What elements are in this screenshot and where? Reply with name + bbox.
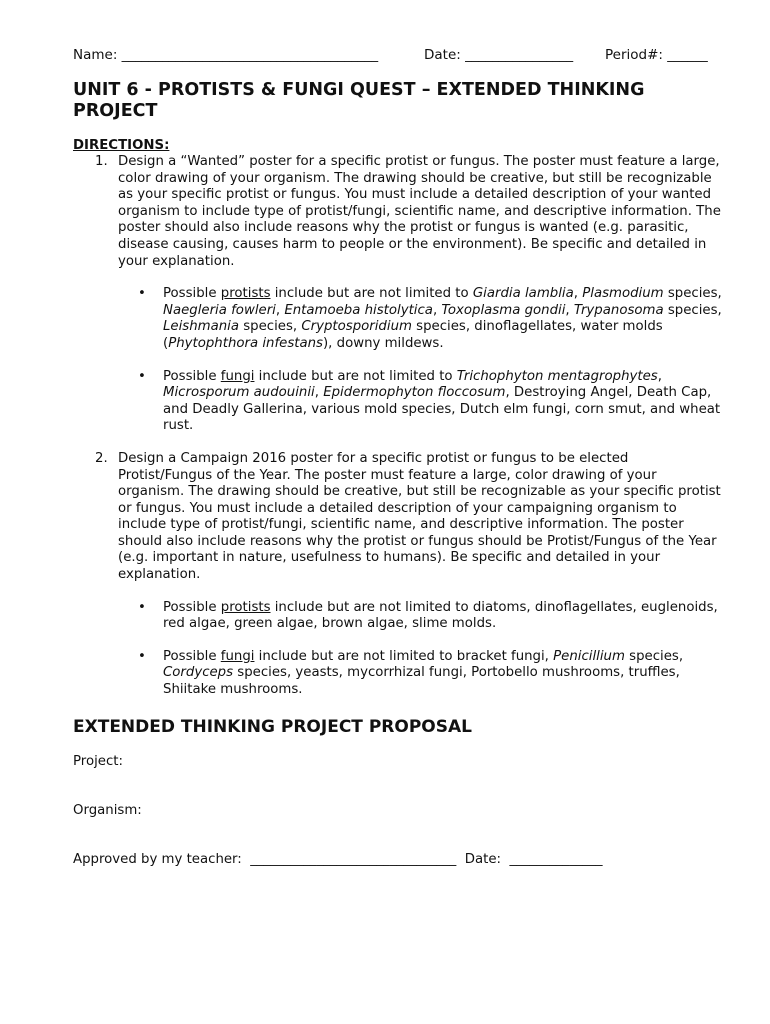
option-text: ), downy mildews.: [322, 335, 444, 351]
species-name: Cordyceps: [163, 665, 234, 681]
option-item: [118, 649, 725, 699]
option-item: [118, 369, 725, 435]
proposal-heading: EXTENDED THINKING PROJECT PROPOSAL: [73, 716, 472, 737]
species-name: Leishmania: [163, 319, 240, 335]
option-text: include but are not limited to: [270, 286, 473, 302]
option-lead: Possible: [163, 648, 221, 664]
task-description: Design a “Wanted” poster for a specific protist or fungus. The poster must feature a large, color drawing of your organism. The drawing should be creative, but still be recognizable as your specific protist or fungus. You must include a detailed description of your wanted organism to include type of protist/fungi, scientific name, and descriptive information. The poster should also include reasons why the protist or fungus is wanted (e.g. parasitic, disease causing, causes harm to people or the environment). Be specific and detailed in your explanation.: [118, 154, 721, 269]
species-name: Giardia lamblia: [472, 286, 574, 302]
option-keyword: protists: [220, 599, 271, 615]
worksheet-page: [73, 46, 725, 868]
option-text: , Destroying Angel, Death Cap, and Deadly Gallerina, various mold species, Dutch elm fungi, corn smut, and wheat rust.: [163, 385, 721, 434]
option-text: include but are not limited to diatoms, dinoflagellates, euglenoids, red algae, green algae, brown algae, slime molds.: [163, 599, 718, 632]
species-name: Cryptosporidium: [301, 319, 412, 335]
project-field[interactable]: Project:: [73, 753, 123, 769]
option-text: include but are not limited to bracket fungi,: [254, 648, 554, 664]
date-field[interactable]: Date: ________________: [424, 47, 574, 63]
option-keyword: fungi: [220, 368, 255, 384]
species-name: Phytophthora infestans: [168, 335, 323, 351]
option-text: include but are not limited to: [254, 368, 457, 384]
option-text: ,: [314, 385, 324, 401]
option-keyword: fungi: [220, 648, 255, 664]
option-text: ,: [432, 302, 442, 318]
task-item-2: [73, 451, 725, 699]
task-description: Design a Campaign 2016 poster for a specific protist or fungus to be elected Protist/Fungus of the Year. The poster must feature a large, color drawing of your organism. The drawing should be creative, but still be recognizable as your specific protist or fungus. You must include a detailed description of your campaigning organism to include type of protist/fungi, scientific name, and descriptive information. The poster should also include reasons why the protist or fungus should be Protist/Fungus of the Year (e.g. important in nature, usefulness to humans). Be specific and detailed in your explanation.: [118, 450, 721, 583]
species-name: Naegleria fowleri: [163, 302, 276, 318]
option-list: [118, 600, 725, 699]
bullet-icon: •: [138, 599, 146, 615]
organism-field[interactable]: Organism:: [73, 802, 142, 818]
option-text: ,: [275, 302, 285, 318]
task-number: 1.: [95, 154, 108, 169]
directions-heading: DIRECTIONS:: [73, 138, 170, 153]
species-name: Trypanosoma: [573, 302, 664, 318]
option-lead: Possible: [163, 599, 221, 615]
species-name: Trichophyton mentagrophytes: [456, 368, 658, 384]
option-text: species,: [663, 302, 722, 318]
option-text: species,: [239, 319, 302, 335]
species-name: Penicillium: [553, 648, 625, 664]
option-text: species,: [624, 648, 684, 664]
header-fields: [73, 46, 725, 64]
species-name: Entamoeba histolytica: [284, 302, 433, 318]
species-name: Epidermophyton floccosum: [323, 385, 506, 401]
approval-field[interactable]: Approved by my teacher: _______________________________ Date: ______________: [73, 851, 603, 867]
option-text: ,: [657, 368, 662, 384]
bullet-icon: •: [138, 648, 146, 664]
species-name: Microsporum audouinii: [163, 385, 315, 401]
option-text: species, dinoflagellates, water molds (: [163, 319, 663, 351]
option-text: ,: [573, 286, 583, 302]
option-list: [118, 286, 725, 435]
option-text: species,: [663, 286, 722, 302]
task-number: 2.: [95, 450, 108, 466]
option-item: [118, 600, 725, 633]
task-list: [73, 154, 725, 699]
task-item-1: [73, 154, 725, 435]
page-title: UNIT 6 - PROTISTS & FUNGI QUEST – EXTENDED THINKING PROJECT: [73, 80, 645, 121]
species-name: Plasmodium: [582, 286, 664, 302]
option-item: [118, 286, 725, 352]
option-text: species, yeasts, mycorrhizal fungi, Portobello mushrooms, truffles, Shiitake mushrooms.: [163, 665, 680, 698]
option-lead: Possible: [163, 368, 221, 384]
bullet-icon: •: [138, 368, 146, 384]
period-field[interactable]: Period#: ______: [605, 47, 708, 63]
bullet-icon: •: [138, 286, 146, 302]
option-lead: Possible: [163, 286, 221, 302]
option-text: ,: [565, 302, 574, 318]
name-field[interactable]: Name: ______________________________________: [73, 47, 379, 63]
option-keyword: protists: [220, 286, 271, 302]
species-name: Toxoplasma gondii: [441, 302, 566, 318]
